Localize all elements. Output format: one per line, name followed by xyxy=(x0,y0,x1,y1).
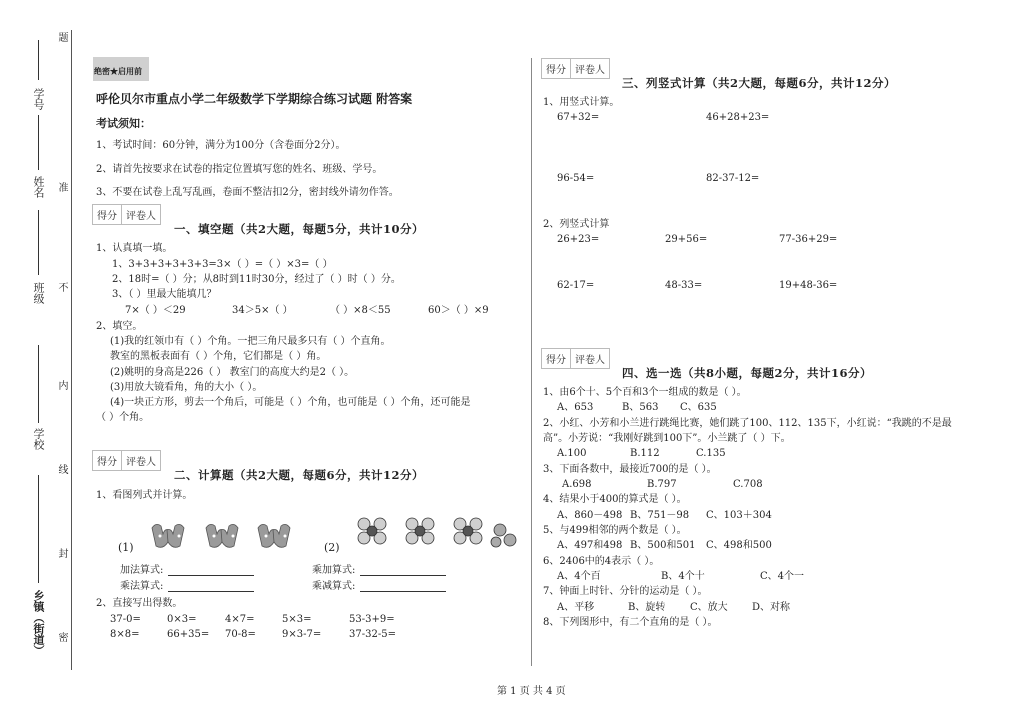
question-line: (1)我的红领巾有（ ）个角。一把三角尺最多只有（ ）个直角。 xyxy=(110,336,391,347)
option: A.698 xyxy=(562,479,592,490)
question-line: 教室的黑板表面有（ ）个角，它们都是（ ）角。 xyxy=(110,351,327,362)
question: 1、由6个十、5个百和3个一组成的数是（ ）。 xyxy=(543,387,747,398)
student-id-label: 学号 xyxy=(32,88,45,110)
question: 3、下面各数中，最接近700的是（ ）。 xyxy=(543,464,717,475)
option: D、对称 xyxy=(752,602,791,613)
addition-label: 加法算式: xyxy=(120,565,164,576)
question: 1、看图列式并计算。 xyxy=(96,490,193,501)
section2-title: 二、计算题（共2大题，每题6分，共计12分） xyxy=(174,468,425,482)
calc-item: 70-8= xyxy=(225,629,256,640)
question: 1、3+3+3+3+3+3=3×（ ）=（ ）×3=（ ） xyxy=(112,259,333,270)
option: C.708 xyxy=(733,479,763,490)
seal-char-ti: 题 xyxy=(56,32,67,42)
option: A、653 xyxy=(557,402,594,413)
calc-item: 5×3= xyxy=(282,614,312,625)
score-label: 得分 xyxy=(93,451,122,470)
option: B.112 xyxy=(630,448,660,459)
question-item: 34＞5×（ ） xyxy=(232,305,293,316)
calc-item: 62-17= xyxy=(557,280,595,291)
multiplication-label: 乘法算式: xyxy=(120,581,164,592)
school-blank xyxy=(38,345,39,423)
seal-char-xian: 线 xyxy=(56,464,67,474)
name-label: 姓名 xyxy=(32,176,45,198)
question: 6、2406中的4表示（ ）。 xyxy=(543,556,660,567)
option: A、497和498 xyxy=(557,540,623,551)
seal-char-zhun: 准 xyxy=(56,182,67,192)
score-box xyxy=(541,58,610,79)
option: B、旋转 xyxy=(628,602,666,613)
calc-item: 37-0= xyxy=(110,614,141,625)
question: 2、填空。 xyxy=(96,321,143,332)
question-line: (4)一块正方形，剪去一个角后，可能是（ ）个角，也可能是（ ）个角，还可能是 xyxy=(110,397,471,408)
score-label: 得分 xyxy=(542,59,571,78)
question-line: (3)用放大镜看角，角的大小（ ）。 xyxy=(110,382,263,393)
calc-item: 46+28+23= xyxy=(706,112,770,123)
section4-title: 四、选一选（共8小题，每题2分，共计16分） xyxy=(622,366,873,380)
name-blank xyxy=(38,115,39,170)
option: C、635 xyxy=(680,402,717,413)
question: 7、钟面上时针、分针的运动是（ ）。 xyxy=(543,586,708,597)
question: 3、（ ）里最大能填几？ xyxy=(112,289,217,300)
notice-item: 3、不要在试卷上乱写乱画，卷面不整洁扣2分，密封线外请勿作答。 xyxy=(96,187,399,198)
score-box xyxy=(92,204,161,225)
question-line: (2)姚明的身高是226（ ） 教室门的高度大约是2（ ）。 xyxy=(110,367,355,378)
option: B、4个十 xyxy=(661,571,705,582)
question: 8、下列图形中，有二个直角的是（ ）。 xyxy=(543,617,718,628)
seal-char-nei: 内 xyxy=(56,380,67,390)
question: 2、直接写出得数。 xyxy=(96,598,183,609)
option: C、4个一 xyxy=(760,571,805,582)
option: B、563 xyxy=(622,402,659,413)
option: B、751－98 xyxy=(630,510,690,521)
option: A、860－498 xyxy=(557,510,623,521)
question-item: （ ）×8＜55 xyxy=(330,305,391,316)
student-id-blank xyxy=(38,40,39,80)
exam-title: 呼伦贝尔市重点小学二年级数学下学期综合练习试题 附答案 xyxy=(96,92,413,106)
answer-blank[interactable] xyxy=(360,591,446,592)
calc-item: 9×3-7= xyxy=(282,629,322,640)
calc-item: 8×8= xyxy=(110,629,140,640)
calc-item: 26+23= xyxy=(557,234,600,245)
calc-item: 19+48-36= xyxy=(779,280,838,291)
calc-item: 96-54= xyxy=(557,173,595,184)
calc-item: 82-37-12= xyxy=(706,173,760,184)
question-line: （ ）个角。 xyxy=(96,412,150,423)
calc-item: 37-32-5= xyxy=(349,629,396,640)
binding-line xyxy=(71,30,72,670)
score-label: 得分 xyxy=(93,205,122,224)
notice-item: 1、考试时间：60分钟，满分为100分（含卷面分2分）。 xyxy=(96,140,346,151)
option: A、平移 xyxy=(557,602,595,613)
question-item: 7×（ ）＜29 xyxy=(125,305,186,316)
seal-char-bu: 不 xyxy=(56,282,67,292)
question: 2、列竖式计算 xyxy=(543,219,610,230)
answer-blank[interactable] xyxy=(168,591,254,592)
option: C.135 xyxy=(696,448,726,459)
section3-title: 三、列竖式计算（共2大题，每题6分，共计12分） xyxy=(622,76,897,90)
section1-title: 一、填空题（共2大题，每题5分，共计10分） xyxy=(174,222,425,236)
figure-label: (1) xyxy=(118,541,134,554)
class-label: 班级 xyxy=(32,282,45,304)
score-box xyxy=(541,348,610,369)
reviewer-label: 评卷人 xyxy=(575,355,605,366)
mul-add-label: 乘加算式: xyxy=(312,565,356,576)
question: 2、小红、小芳和小兰进行跳绳比赛，她们跳了100、112、135下，小红说：“我跳的不是最 xyxy=(543,418,952,429)
score-box xyxy=(92,450,161,471)
question: 高”。小芳说：“我刚好跳到100下”。小兰跳了（ ）下。 xyxy=(543,433,791,444)
calc-item: 48-33= xyxy=(665,280,703,291)
calc-item: 66+35= xyxy=(167,629,210,640)
option: B、500和501 xyxy=(630,540,696,551)
option: B.797 xyxy=(647,479,677,490)
question: 1、用竖式计算。 xyxy=(543,97,620,108)
flowers-illustration xyxy=(350,508,520,556)
notice-heading: 考试须知： xyxy=(96,117,151,130)
question: 4、结果小于400的算式是（ ）。 xyxy=(543,494,687,505)
calc-item: 67+32= xyxy=(557,112,600,123)
calc-item: 77-36+29= xyxy=(779,234,838,245)
calc-item: 0×3= xyxy=(167,614,197,625)
school-label: 学校 xyxy=(32,428,45,450)
seal-char-feng: 封 xyxy=(56,548,67,558)
option: C、放大 xyxy=(690,602,728,613)
reviewer-label: 评卷人 xyxy=(126,211,156,222)
answer-blank[interactable] xyxy=(360,575,446,576)
reviewer-label: 评卷人 xyxy=(126,457,156,468)
calc-item: 53-3+9= xyxy=(349,614,395,625)
calc-item: 4×7= xyxy=(225,614,255,625)
page-number: 第 1 页 共 4 页 xyxy=(497,686,566,697)
option: C、103＋304 xyxy=(706,510,772,521)
town-blank xyxy=(38,475,39,583)
calc-item: 29+56= xyxy=(665,234,708,245)
option: A.100 xyxy=(557,448,587,459)
question-item: 60＞（ ）×9 xyxy=(428,305,489,316)
class-blank xyxy=(38,210,39,275)
question: 1、认真填一填。 xyxy=(96,243,173,254)
notice-item: 2、请首先按要求在试卷的指定位置填写您的姓名、班级、学号。 xyxy=(96,164,383,175)
answer-blank[interactable] xyxy=(168,575,254,576)
figure-label: (2) xyxy=(324,541,340,554)
seal-char-mi: 密 xyxy=(56,632,67,642)
option: A、4个百 xyxy=(557,571,601,582)
town-label: 乡镇（街道） xyxy=(32,590,45,656)
score-label: 得分 xyxy=(542,349,571,368)
column-divider xyxy=(531,58,532,666)
question: 5、与499相邻的两个数是（ ）。 xyxy=(543,525,687,536)
gloves-illustration xyxy=(146,518,304,554)
option: C、498和500 xyxy=(706,540,772,551)
question: 2、18时=（ ）分；从8时到11时30分，经过了（ ）时（ ）分。 xyxy=(112,274,401,285)
reviewer-label: 评卷人 xyxy=(575,65,605,76)
mul-sub-label: 乘减算式: xyxy=(312,581,356,592)
secret-label: 绝密★启用前 xyxy=(94,66,142,76)
